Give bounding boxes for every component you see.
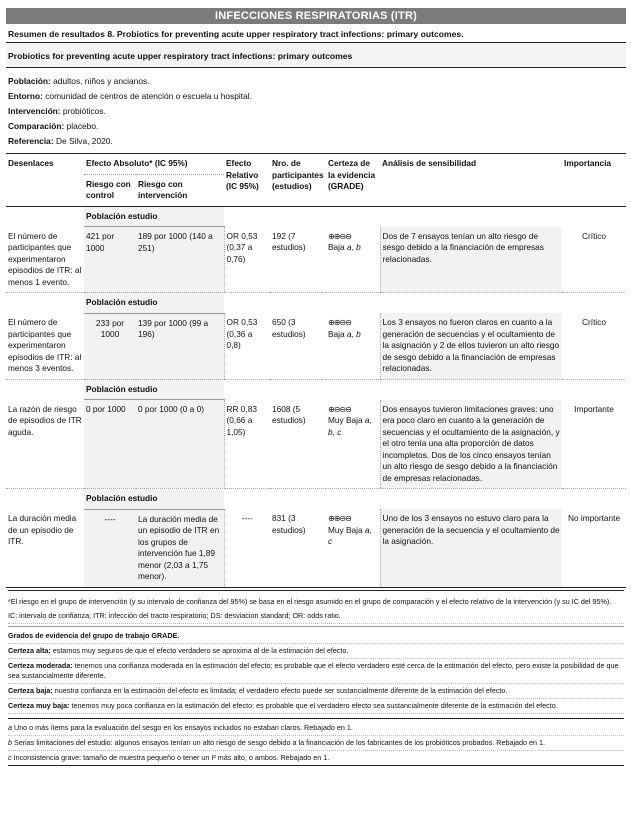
certainty-symbols: ⊕⊕⊖⊖ bbox=[328, 231, 351, 241]
cell-participantes: 192 (7 estudios) bbox=[270, 227, 326, 293]
certainty-symbols: ⊕⊕⊖⊖ bbox=[328, 514, 351, 523]
population-label: Población estudio bbox=[84, 489, 224, 510]
grade-muy-baja: Certeza muy baja: tenemos muy poca confianza en la estimación del efecto; es probable que el verdadero efecto sea sustancialmente diferente de la estimación del efecto. bbox=[8, 699, 624, 714]
cell-relativo: RR 0,83 (0,66 a 1,05) bbox=[224, 400, 270, 489]
cell-importancia: Crítico bbox=[562, 313, 626, 379]
cell-participantes: 831 (3 estudios) bbox=[270, 509, 326, 587]
cell-participantes: 1608 (5 estudios) bbox=[270, 400, 326, 489]
table-row bbox=[6, 400, 626, 489]
meta-entorno: Entorno: comunidad de centros de atención o escuela u hospital. bbox=[8, 91, 252, 101]
cell-certeza: ⊕⊕⊖⊖ Baja a, b bbox=[326, 313, 380, 379]
header-participantes: Nro. de participantes (estudios) bbox=[272, 158, 324, 191]
header-analisis: Análisis de sensibilidad bbox=[382, 158, 477, 168]
table-subtitle: Probiotics for preventing acute upper respiratory tract infections: primary outcomes bbox=[6, 43, 626, 67]
grade-title: Grados de evidencia del grupo de trabajo GRADE. bbox=[8, 629, 624, 644]
population-label: Población estudio bbox=[84, 206, 224, 227]
grade-moderada: Certeza moderada: tenemos una confianza moderada en la estimación del efecto; es probable que el efecto verdadero esté cerca de la estimación del efecto, pero existe la posibilidad de que sea sustancialmente diferente. bbox=[8, 659, 624, 684]
cell-importancia: Crítico bbox=[562, 227, 626, 293]
grade-baja: Certeza baja: nuestra confianza en la estimación del efecto es limitada; el verdadero efecto puede ser sustancialmente diferente de la estimación del efecto. bbox=[8, 684, 624, 699]
abbreviations: IC: intervalo de confianza; ITR: infección del tracto respiratorio; DS: desviacion standard; OR: odds ratio. bbox=[8, 609, 624, 624]
note-c: c Inconsistencia grave: tamaño de muestra pequeño o tener un I² más alto, o ambos. Rebajado en 1. bbox=[8, 751, 624, 766]
footnote-main: *El riesgo en el grupo de intervención (y su intervalo de confianza del 95%) se basa en el riesgo asumido en el grupo de comparación y el efecto relativo de la intervención (y su IC del 95%). bbox=[8, 596, 612, 606]
footer bbox=[6, 588, 626, 768]
cell-control: 233 por 1000 bbox=[84, 313, 136, 379]
cell-analisis: Uno de los 3 ensayos no estuvo claro para la generación de la secuencia y el ocultamiento de la asignación. bbox=[380, 509, 562, 587]
meta-referencia: Referencia: De Silva, 2020. bbox=[8, 136, 113, 146]
cell-intervencion: 189 por 1000 (140 a 251) bbox=[136, 227, 224, 293]
cell-analisis: Dos de 7 ensayos tenían un alto riesgo de sesgo debido a la financiación de empresas relacionadas. bbox=[380, 227, 562, 293]
cell-relativo: OR 0,53 (0,37 a 0,76) bbox=[224, 227, 270, 293]
cell-intervencion: 139 por 1000 (99 a 196) bbox=[136, 313, 224, 379]
cell-certeza: ⊕⊕⊖⊖ Muy Baja a, c bbox=[326, 509, 380, 587]
cell-desenlace: El número de participantes que experimentaron episodios de ITR: al menos 3 eventos. bbox=[6, 313, 84, 379]
cell-intervencion: 0 por 1000 (0 a 0) bbox=[136, 400, 224, 489]
population-label: Población estudio bbox=[84, 293, 224, 314]
cell-desenlace: La duración media de un episodio de ITR. bbox=[6, 509, 84, 587]
summary-title: Resumen de resultados 8. Probiotics for preventing acute upper respiratory tract infections: primary outcomes. bbox=[8, 29, 464, 39]
header-certeza: Certeza de la evidencia (GRADE) bbox=[328, 158, 376, 191]
header-desenlaces: Desenlaces bbox=[8, 158, 54, 168]
meta-intervencion: Intervención: probióticos. bbox=[8, 106, 106, 116]
cell-desenlace: El número de participantes que experimentaron episodios de ITR: al menos 1 evento. bbox=[6, 227, 84, 293]
cell-importancia: No importante bbox=[562, 509, 626, 587]
cell-relativo: OR 0,53 (0,36 a 0,8) bbox=[224, 313, 270, 379]
cell-participantes: 650 (3 estudios) bbox=[270, 313, 326, 379]
note-b: b Serias limitaciones del estudio: algunos ensayos tenían un alto riesgo de sesgo debido a la financiación de los fabricantes de los probióticos probados. Rebajado en 1. bbox=[8, 736, 624, 751]
cell-control: 0 por 1000 bbox=[84, 400, 136, 489]
header-importancia: Importancia bbox=[564, 158, 612, 168]
table-row bbox=[6, 313, 626, 379]
header-riesgo-control: Riesgo con control bbox=[84, 174, 136, 206]
cell-certeza: ⊕⊖⊖⊖ Muy Baja a, b, c bbox=[326, 400, 380, 489]
cell-certeza: ⊕⊕⊖⊖ Baja a, b bbox=[326, 227, 380, 293]
grade-alta: Certeza alta: estamos muy seguros de que el efecto verdadero se aproxima al de la estimación del efecto. bbox=[8, 644, 624, 659]
table-row bbox=[6, 227, 626, 293]
population-label: Población estudio bbox=[84, 379, 224, 400]
meta-comparacion: Comparación: placebo. bbox=[8, 121, 99, 131]
meta-block bbox=[6, 68, 626, 153]
section-banner: INFECCIONES RESPIRATORIAS (ITR) bbox=[6, 8, 626, 24]
meta-poblacion: Población: adultos, niños y ancianos. bbox=[8, 76, 150, 86]
document-page bbox=[6, 8, 626, 768]
notes-block bbox=[8, 718, 624, 766]
grade-block bbox=[8, 626, 624, 714]
cell-intervencion: La duración media de un episodio de ITR en los grupos de intervención fue 1,89 menor (2,03 a 1,75 menor). bbox=[136, 509, 224, 587]
certainty-symbols: ⊕⊕⊖⊖ bbox=[328, 318, 351, 327]
note-a: a Uno o más ítems para la evaluación del sesgo en los ensayos incluidos no estaban claros. Rebajado en 1. bbox=[8, 721, 624, 736]
header-efecto-relativo: Efecto Relativo (IC 95%) bbox=[226, 158, 259, 191]
header-efecto-absoluto: Efecto Absoluto* (IC 95%) bbox=[84, 154, 224, 174]
cell-control: ---- bbox=[84, 509, 136, 587]
table-row bbox=[6, 509, 626, 587]
cell-analisis: Los 3 ensayos no fueron claros en cuanto a la generación de secuencias y el ocultamiento de la asignación y 2 de ellos tuvieron un alto riesgo de sesgo debido a la financiación de empresas relacionadas. bbox=[380, 313, 562, 379]
cell-importancia: Importante bbox=[562, 400, 626, 489]
cell-control: 421 por 1000 bbox=[84, 227, 136, 293]
cell-analisis: Dos ensayos tuvieron limitaciones graves: uno era poco claro en cuanto a la generación de secuencias y el ocultamiento de la asignación, y el otro tenía una alta proporción de datos incompletos. Dos de los cinco ensayos tenían un alto riesgo de sesgo debido a la financiación de empresas relacionadas. bbox=[380, 400, 562, 489]
header-riesgo-intervencion: Riesgo con intervención bbox=[136, 174, 224, 206]
certainty-symbols: ⊕⊖⊖⊖ bbox=[328, 404, 351, 414]
cell-desenlace: La razón de riesgo de episodios de ITR aguda. bbox=[6, 400, 84, 489]
cell-relativo: ---- bbox=[224, 509, 270, 587]
results-table bbox=[6, 154, 626, 588]
